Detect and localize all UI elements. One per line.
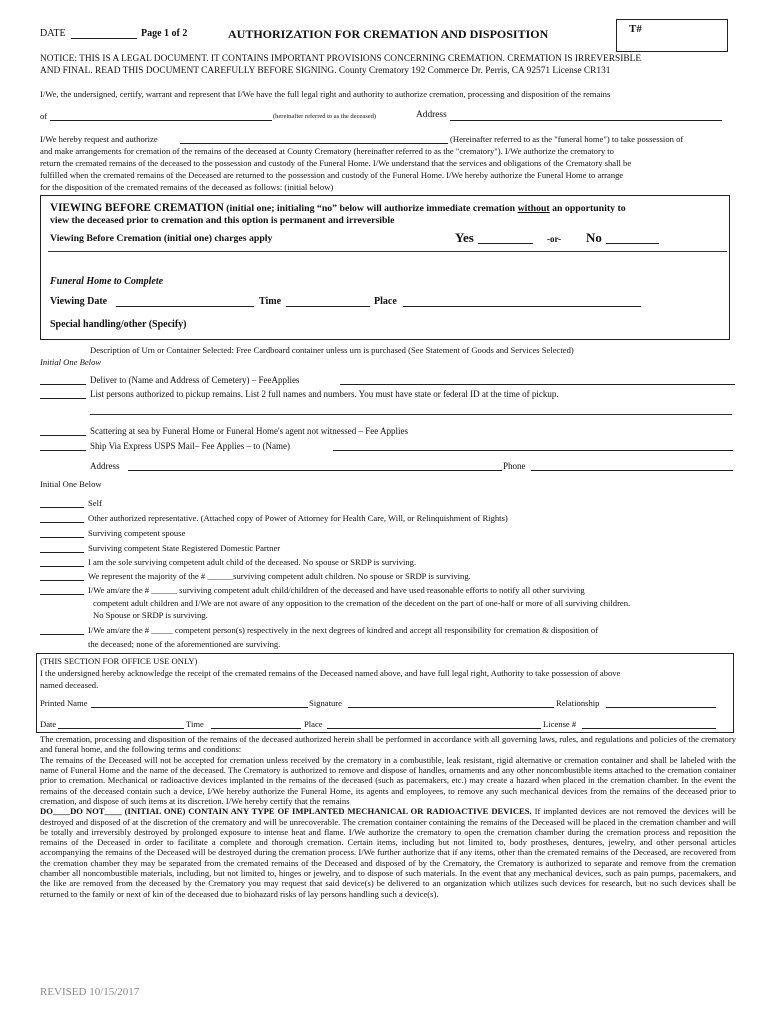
authority-option: I am the sole surviving competent adult child of the deceased. No spouse or SRDP is surviving. xyxy=(88,557,417,567)
office-time-field[interactable] xyxy=(211,718,301,729)
ship-address-field[interactable] xyxy=(128,460,502,471)
deliver-field[interactable] xyxy=(340,374,735,385)
funeral-home-complete-label: Funeral Home to Complete xyxy=(50,276,164,287)
office-ack-line1: I the undersigned hereby acknowledge the receipt of the cremated remains of the Deceased named above, and have full legal right, Authority to take possession of above xyxy=(40,668,621,678)
authority-initial[interactable] xyxy=(40,624,84,635)
certify-statement: I/We, the undersigned, certify, warrant and represent that I/We have the full legal right and authority to authorize cremation, processing and disposition of the remains xyxy=(40,89,611,99)
viewing-place-label: Place xyxy=(374,296,397,307)
viewing-heading-line2: view the deceased prior to cremation and this option is permanent and irreversible xyxy=(50,215,395,226)
form-title: AUTHORIZATION FOR CREMATION AND DISPOSITION xyxy=(228,27,549,41)
ship-phone-label: Phone xyxy=(503,461,526,471)
signature-label: Signature xyxy=(309,698,342,708)
terms-paragraph-1: The cremation, processing and disposition of the remains of the deceased authorized herein shall be performed in accordance with all governing laws, rules, and regulations and policies of the crematory and funeral home, and the following terms and conditions: xyxy=(40,734,736,755)
viewing-date-field[interactable] xyxy=(116,296,254,307)
urn-description: Description of Urn or Container Selected: Free Cardboard container unless urn is purchased (See Statement of Goods and Services Selected) xyxy=(90,345,574,355)
printed-name-label: Printed Name xyxy=(40,698,88,708)
viewing-heading-rest2: an opportunity to xyxy=(549,203,626,214)
legal-notice-line2: AND FINAL. READ THIS DOCUMENT CAREFULLY BEFORE SIGNING. County Crematory 192 Commerce Dr. Perris, CA 92571 License CR131 xyxy=(40,66,611,76)
authority-initial[interactable] xyxy=(40,542,84,553)
list-persons-field[interactable] xyxy=(90,414,732,415)
viewing-or-label: -or- xyxy=(547,234,562,244)
legal-notice-line1: NOTICE: THIS IS A LEGAL DOCUMENT. IT CONTAINS IMPORTANT PROVISIONS CONCERNING CREMATION. CREMATION IS IRREVERSIBLE xyxy=(40,54,642,64)
authority-initial[interactable] xyxy=(40,512,84,523)
authority-option-cont: No Spouse or SRDP is surviving. xyxy=(93,610,208,620)
terms-paragraph-3-text: If implanted devices are not removed the devices will be destroyed and disposed of at the discretion of the crematory and will be unrecoverable. The cremation container containing the remains of the Deceased will be placed in the cremation chamber and will be totally and irreversibly destroyed by prolonged exposure to intense heat and flame. I/We authorize the crematory to open the cremation chamber during the cremation process and reposition the remains of the Deceased in order to facilitate a complete and thorough cremation. Certain items, including but not limited to, body prostheses, dentures, jewelry, and other personal articles accompanying the remains of the Deceased will be destroyed during the cremation process. I/We further authorize that if any items, other than the cremated remains of the Deceased, are recovered from the cremation chamber they may be separated from the cremated remains of the Deceased and disposed of by the Crematory, the Crematory is authorized to separate and remove from the cremation chamber all noncombustible materials, including, but not limited to, hinges or jewelry, and to dispose of such materials. In the event that any mechanical devices, such as pain pumps, pacemakers, and the like are removed from the deceased by the Crematory you may request that said device(s) be delivered to an organization which utilizes such devices for research, but no such devices shall be returned to the family or next of kin of the deceased due to biohazard risks of lay persons handling such a device(s). xyxy=(40,806,736,899)
office-place-label: Place xyxy=(304,719,323,729)
revised-date: REVISED 10/15/2017 xyxy=(40,986,140,998)
viewing-place-field[interactable] xyxy=(403,296,641,307)
urn-initial-one-below: Initial One Below xyxy=(40,357,102,367)
scattering-label: Scattering at sea by Funeral Home or Funeral Home's agent not witnessed – Fee Applies xyxy=(90,426,409,436)
relationship-field[interactable] xyxy=(606,697,716,708)
authority-initial[interactable] xyxy=(40,570,84,581)
viewing-without: without xyxy=(517,203,550,214)
tracking-number-box[interactable] xyxy=(616,19,728,52)
deceased-address-field[interactable] xyxy=(450,110,722,121)
authority-option: Surviving competent State Registered Domestic Partner xyxy=(88,543,281,553)
viewing-heading-title: VIEWING BEFORE CREMATION xyxy=(50,202,224,214)
ship-address-label: Address xyxy=(90,461,120,471)
authority-option-cont: the deceased; none of the aforementioned are surviving. xyxy=(88,639,281,649)
page-number: Page 1 of 2 xyxy=(141,28,188,39)
terms-paragraph-3 xyxy=(40,806,736,899)
authorize-line4: fulfilled when the cremated remains of the Deceased are returned to the possession and custody of the Funeral Home. I/We hereby authorize the Funeral Home to arrange xyxy=(40,170,624,180)
office-license-label: License # xyxy=(543,719,577,729)
ship-initial[interactable] xyxy=(40,440,86,451)
viewing-no-initial[interactable] xyxy=(606,231,659,244)
office-date-field[interactable] xyxy=(58,718,184,729)
authority-initial[interactable] xyxy=(40,556,84,567)
hereinafter-deceased-note: (hereinafter referred to as the deceased) xyxy=(273,113,377,120)
authority-initial[interactable] xyxy=(40,584,84,595)
viewing-date-label: Viewing Date xyxy=(50,296,108,307)
office-use-heading: (THIS SECTION FOR OFFICE USE ONLY) xyxy=(40,656,198,666)
deliver-initial[interactable] xyxy=(40,374,86,385)
viewing-divider xyxy=(48,251,727,252)
relationship-label: Relationship xyxy=(556,698,600,708)
authority-option: Self xyxy=(88,498,102,508)
office-time-label: Time xyxy=(186,719,204,729)
authorize-line1-rest: (Hereinafter referred to as the "funeral home") to take possession of xyxy=(450,134,684,144)
viewing-time-label: Time xyxy=(259,296,282,307)
authority-initial[interactable] xyxy=(40,527,84,538)
ship-name-field[interactable] xyxy=(333,440,733,451)
printed-name-field[interactable] xyxy=(91,697,308,708)
special-handling-label: Special handling/other (Specify) xyxy=(50,319,187,330)
viewing-heading xyxy=(50,202,626,215)
authority-option-cont: competent adult children and I/We are not aware of any opposition to the cremation of the decedent on the part of one-half or more of all surviving children. xyxy=(93,598,631,608)
deceased-name-field[interactable] xyxy=(50,110,272,121)
ship-label: Ship Via Express USPS Mail– Fee Applies – to (Name) xyxy=(90,441,291,451)
tracking-number-label: T# xyxy=(629,23,642,35)
office-license-field[interactable] xyxy=(582,718,716,729)
list-persons-label: List persons authorized to pickup remains. List 2 full names and numbers. You must have state or federal ID at the time of pickup. xyxy=(90,389,559,399)
date-field[interactable] xyxy=(71,28,137,39)
viewing-yes-label: Yes xyxy=(455,230,474,245)
office-ack-line2: named deceased. xyxy=(40,680,99,690)
viewing-heading-rest: (initial one; initialing “no” below will authorize immediate cremation xyxy=(223,203,518,214)
authority-option: Other authorized representative. (Attached copy of Power of Attorney for Health Care, Will, or Relinquishment of Rights) xyxy=(88,513,508,523)
authorize-line2: and make arrangements for cremation of the remains of the deceased at County Crematory (hereinafter referred to as the "crematory"). I/We authorize the crematory to xyxy=(40,146,614,156)
viewing-time-field[interactable] xyxy=(286,296,370,307)
implanted-devices-initial-label: DO____DO NOT____ (INITIAL ONE) CONTAIN ANY TYPE OF IMPLANTED MECHANICAL OR RADIOACTIVE DEVICES. xyxy=(40,806,532,817)
authority-initial[interactable] xyxy=(40,497,84,508)
authorize-line3: return the cremated remains of the deceased to the possession and custody of the Funeral Home. I/We understand that the services and obligations of the Crematory shall be xyxy=(40,158,632,168)
deliver-label: Deliver to (Name and Address of Cemetery) – FeeApplies xyxy=(90,375,300,385)
viewing-yes-initial[interactable] xyxy=(478,231,533,244)
date-label: DATE xyxy=(40,28,66,39)
authority-option: I/We am/are the # _____ competent person(s) respectively in the next degrees of kindred and accept all responsibility for cremation & disposition of xyxy=(88,625,599,635)
scattering-initial[interactable] xyxy=(40,425,86,436)
office-date-label: Date xyxy=(40,719,57,729)
list-persons-initial[interactable] xyxy=(40,388,86,399)
funeral-home-field[interactable] xyxy=(180,133,448,144)
terms-paragraph-2: The remains of the Deceased will not be accepted for cremation unless received by the crematory in a combustible, leak resistant, rigid alternative or cremation container and shall be labeled with the name of Funeral Home and the name of the deceased. The Crematory is authorized to remove and dispose of handles, ornaments and any other noncombustible items attached to the cremation container prior to cremation. Mechanical or radioactive devices implanted in the remains of the deceased (such as pacemakers, etc.) may create a hazard when placed in the cremation chamber. In the event the remains of the deceased contain such a device, I/We hereby authorize the Funeral Home, its agents and employees, to remove any such mechanical devices from the remains of the deceased prior to cremation, and dispose of such items at its discretion. I/We hereby certify that the remains xyxy=(40,754,736,806)
office-place-field[interactable] xyxy=(327,718,541,729)
signature-field[interactable] xyxy=(348,697,554,708)
of-label: of xyxy=(40,111,48,121)
authority-option: We represent the majority of the # ______surviving competent adult children. No spouse or SRDP is surviving. xyxy=(88,571,471,581)
authority-initial-one-below: Initial One Below xyxy=(40,479,102,489)
viewing-charges-label: Viewing Before Cremation (initial one) charges apply xyxy=(50,233,273,244)
authorize-label: I/We hereby request and authorize xyxy=(40,134,158,144)
ship-phone-field[interactable] xyxy=(531,460,733,471)
deceased-address-label: Address xyxy=(416,110,447,120)
authorize-line5: for the disposition of the cremated remains of the deceased as follows: (initial below) xyxy=(40,182,334,192)
authority-option: Surviving competent spouse xyxy=(88,528,186,538)
terms-section xyxy=(40,734,736,899)
viewing-no-label: No xyxy=(586,230,602,245)
authority-option: I/We am/are the # ______ surviving competent adult child/children of the deceased and have used reasonable efforts to notify all other surviving xyxy=(88,585,585,595)
